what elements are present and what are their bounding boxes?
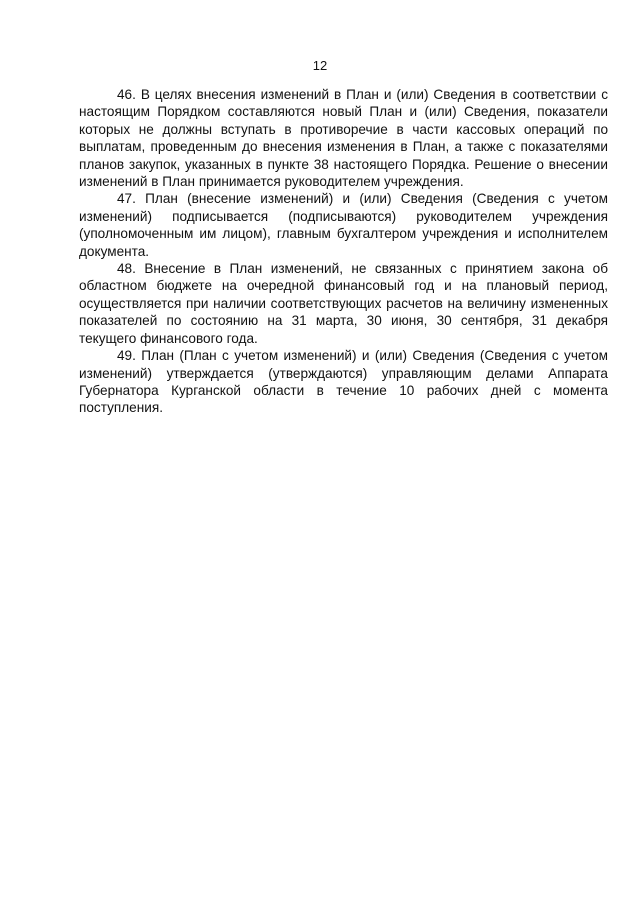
document-body xyxy=(79,86,608,417)
paragraph-49: 49. План (План с учетом изменений) и (или) Сведения (Сведения с учетом изменений) утверждается (утверждаются) управляющим делами Аппарата Губернатора Курганской области в течение 10 рабочих дней с момента поступления. xyxy=(79,348,608,416)
paragraph-47: 47. План (внесение изменений) и (или) Сведения (Сведения с учетом изменений) подписывается (подписываются) руководителем учреждения (уполномоченным им лицом), главным бухгалтером учреждения и исполнителем документа. xyxy=(79,191,608,259)
paragraph-48: 48. Внесение в План изменений, не связанных с принятием закона об областном бюджете на очередной финансовый год и на плановый период, осуществляется при наличии соответствующих расчетов на величину измененных показателей по состоянию на 31 марта, 30 июня, 30 сентября, 31 декабря текущего финансового года. xyxy=(79,261,608,346)
page-number: 12 xyxy=(312,58,328,73)
paragraph-46: 46. В целях внесения изменений в План и (или) Сведения в соответствии с настоящим Порядком составляются новый План и (или) Сведения, показатели которых не должны вступать в противоречие в части кассовых операций по выплатам, проведенным до внесения изменения в План, а также с показателями планов закупок, указанных в пункте 38 настоящего Порядка. Решение о внесении изменений в План принимается руководителем учреждения. xyxy=(79,87,608,190)
